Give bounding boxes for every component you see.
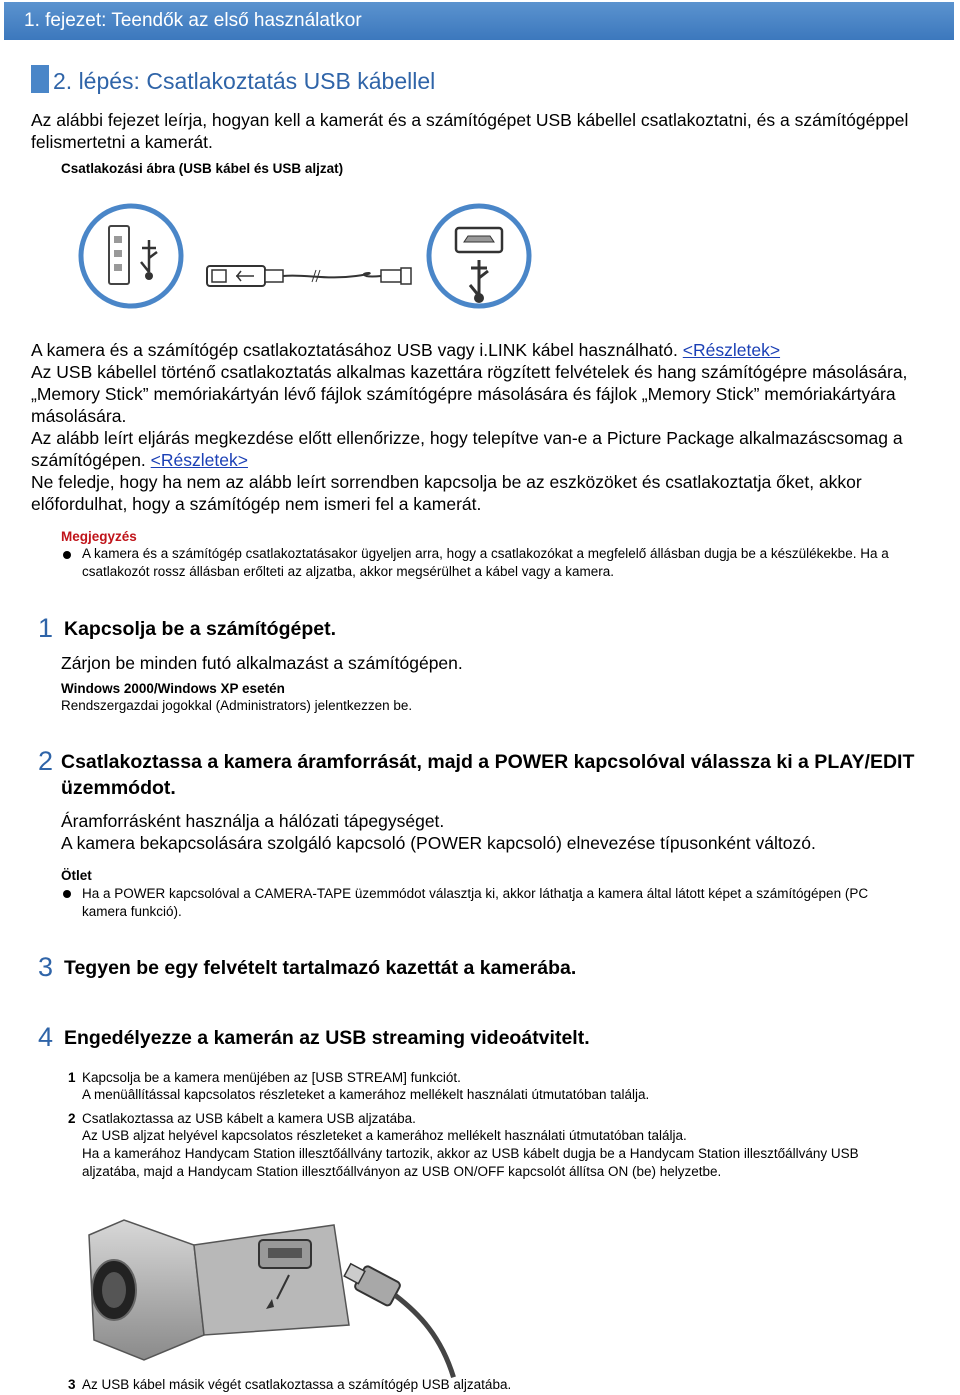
- note-heading: Megjegyzés: [61, 529, 137, 544]
- step-1-body: Zárjon be minden futó alkalmazást a számítógépen.: [61, 653, 463, 673]
- step-2-body-2: A kamera bekapcsolására szolgáló kapcsoló (POWER kapcsoló) elnevezése típusonként változó.: [61, 833, 816, 853]
- usb-cable-icon: [207, 266, 411, 286]
- substep-2-text: Csatlakoztassa az USB kábelt a kamera USB aljzatába.: [82, 1111, 416, 1126]
- step-4-number: 4: [38, 1022, 54, 1052]
- paragraph-cable-types: [31, 339, 931, 361]
- cable-types-text: A kamera és a számítógép csatlakoztatásához USB vagy i.LINK kábel használható.: [31, 340, 678, 360]
- note-text: A kamera és a számítógép csatlakoztatásakor ügyeljen arra, hogy a csatlakozókat a megfelelő állásban dugja be a készülékekbe. Ha a csatlakozót rossz állásban erőlteti az aljzatba, akkor megsérülhet a kábel vagy a kamera.: [82, 546, 889, 579]
- chapter-title: 1. fejezet: Teendők az első használatkor: [4, 2, 954, 40]
- step-1-sub-heading: Windows 2000/Windows XP esetén: [61, 681, 285, 696]
- details-link-2[interactable]: <Részletek>: [150, 450, 248, 470]
- substep-1-number: 1: [68, 1070, 76, 1085]
- substep-2-extra-2: Ha a kamerához Handycam Station illesztőállvány tartozik, akkor az USB kábelt dugja be a Handycam Station illesztőállvány USB aljzatába, majd a Handycam Station illesztőállványon az USB ON/OFF kapcsolót állítsa ON (be) helyzetbe.: [82, 1146, 859, 1179]
- bullet-icon: [63, 890, 71, 898]
- step-2-body-1: Áramforrásként használja a hálózati tápegységet.: [61, 811, 445, 831]
- step-3-title: Tegyen be egy felvételt tartalmazó kazettát a kamerába.: [64, 957, 577, 979]
- step-2-number: 2: [38, 746, 54, 776]
- step-1-title: Kapcsolja be a számítógépet.: [64, 618, 337, 640]
- intro-text: Az alábbi fejezet leírja, hogyan kell a kamerát és a számítógépet USB kábellel csatlakoztatni, és a számítógéppel felismertetni a kamerát.: [31, 110, 909, 152]
- details-link[interactable]: <Részletek>: [682, 340, 781, 360]
- section-title: 2. lépés: Csatlakoztatás USB kábellel: [53, 68, 436, 94]
- substep-1-text: Kapcsolja be a kamera menüjében az [USB STREAM] funkciót.: [82, 1070, 461, 1085]
- paragraph-order-warning: Ne feledje, hogy ha nem az alább leírt sorrendben kapcsolja be az eszközöket és csatlakoztatja őket, akkor előfordulhat, hogy a számítógép nem ismeri fel a kamerát.: [31, 472, 862, 514]
- step-3-number: 3: [38, 952, 54, 982]
- usb-mini-port-icon: [429, 206, 529, 306]
- substep-2-number: 2: [68, 1111, 76, 1126]
- substep-3-text: Az USB kábel másik végét csatlakoztassa a számítógép USB aljzatába.: [82, 1377, 512, 1392]
- paragraph-usb-usage: Az USB kábellel történő csatlakoztatás alkalmas kazettára rögzített felvételek és hang számítógépre másolására, „Memory Stick” memóriakártyán lévő fájlok számítógépre másolására és fájlok „Memory Stick” memóriakártyára másolására.: [31, 362, 908, 426]
- usb-connection-diagram: [76, 198, 526, 316]
- diagram-caption: Csatlakozási ábra (USB kábel és USB aljzat): [61, 161, 344, 176]
- usb-a-port-icon: [81, 206, 181, 306]
- substep-1-extra: A menüâllítással kapcsolatos részleteket a kamerához mellékelt használati útmutatóban találja.: [82, 1087, 650, 1102]
- picture-package-text: Az alább leírt eljárás megkezdése előtt ellenőrizze, hogy telepítve van-e a Picture Package alkalmazáscsomag a számítógépen.: [31, 428, 903, 470]
- step-1-sub-text: Rendszergazdai jogokkal (Administrators) jelentkezzen be.: [61, 698, 413, 713]
- substep-3-number: 3: [68, 1377, 76, 1392]
- tip-text: Ha a POWER kapcsolóval a CAMERA-TAPE üzemmódot választja ki, akkor láthatja a kamera által látott képet a számítógépen (PC kamera funkció).: [82, 886, 869, 919]
- paragraph-picture-package: [31, 427, 911, 471]
- camera-usb-illustration: [84, 1215, 504, 1365]
- bullet-icon: [63, 551, 71, 559]
- tip-heading: Ötlet: [61, 868, 92, 883]
- step-4-title: Engedélyezze a kamerán az USB streaming videoátvitelt.: [64, 1027, 590, 1049]
- section-marker: [31, 65, 49, 93]
- substep-2-extra: Az USB aljzat helyével kapcsolatos részleteket a kamerához mellékelt használati útmutatóban találja.: [82, 1128, 687, 1143]
- step-2-title: Csatlakoztassa a kamera áramforrását, majd a POWER kapcsolóval válassza ki a PLAY/EDIT üzemmódot.: [61, 751, 915, 799]
- step-1-number: 1: [38, 613, 54, 643]
